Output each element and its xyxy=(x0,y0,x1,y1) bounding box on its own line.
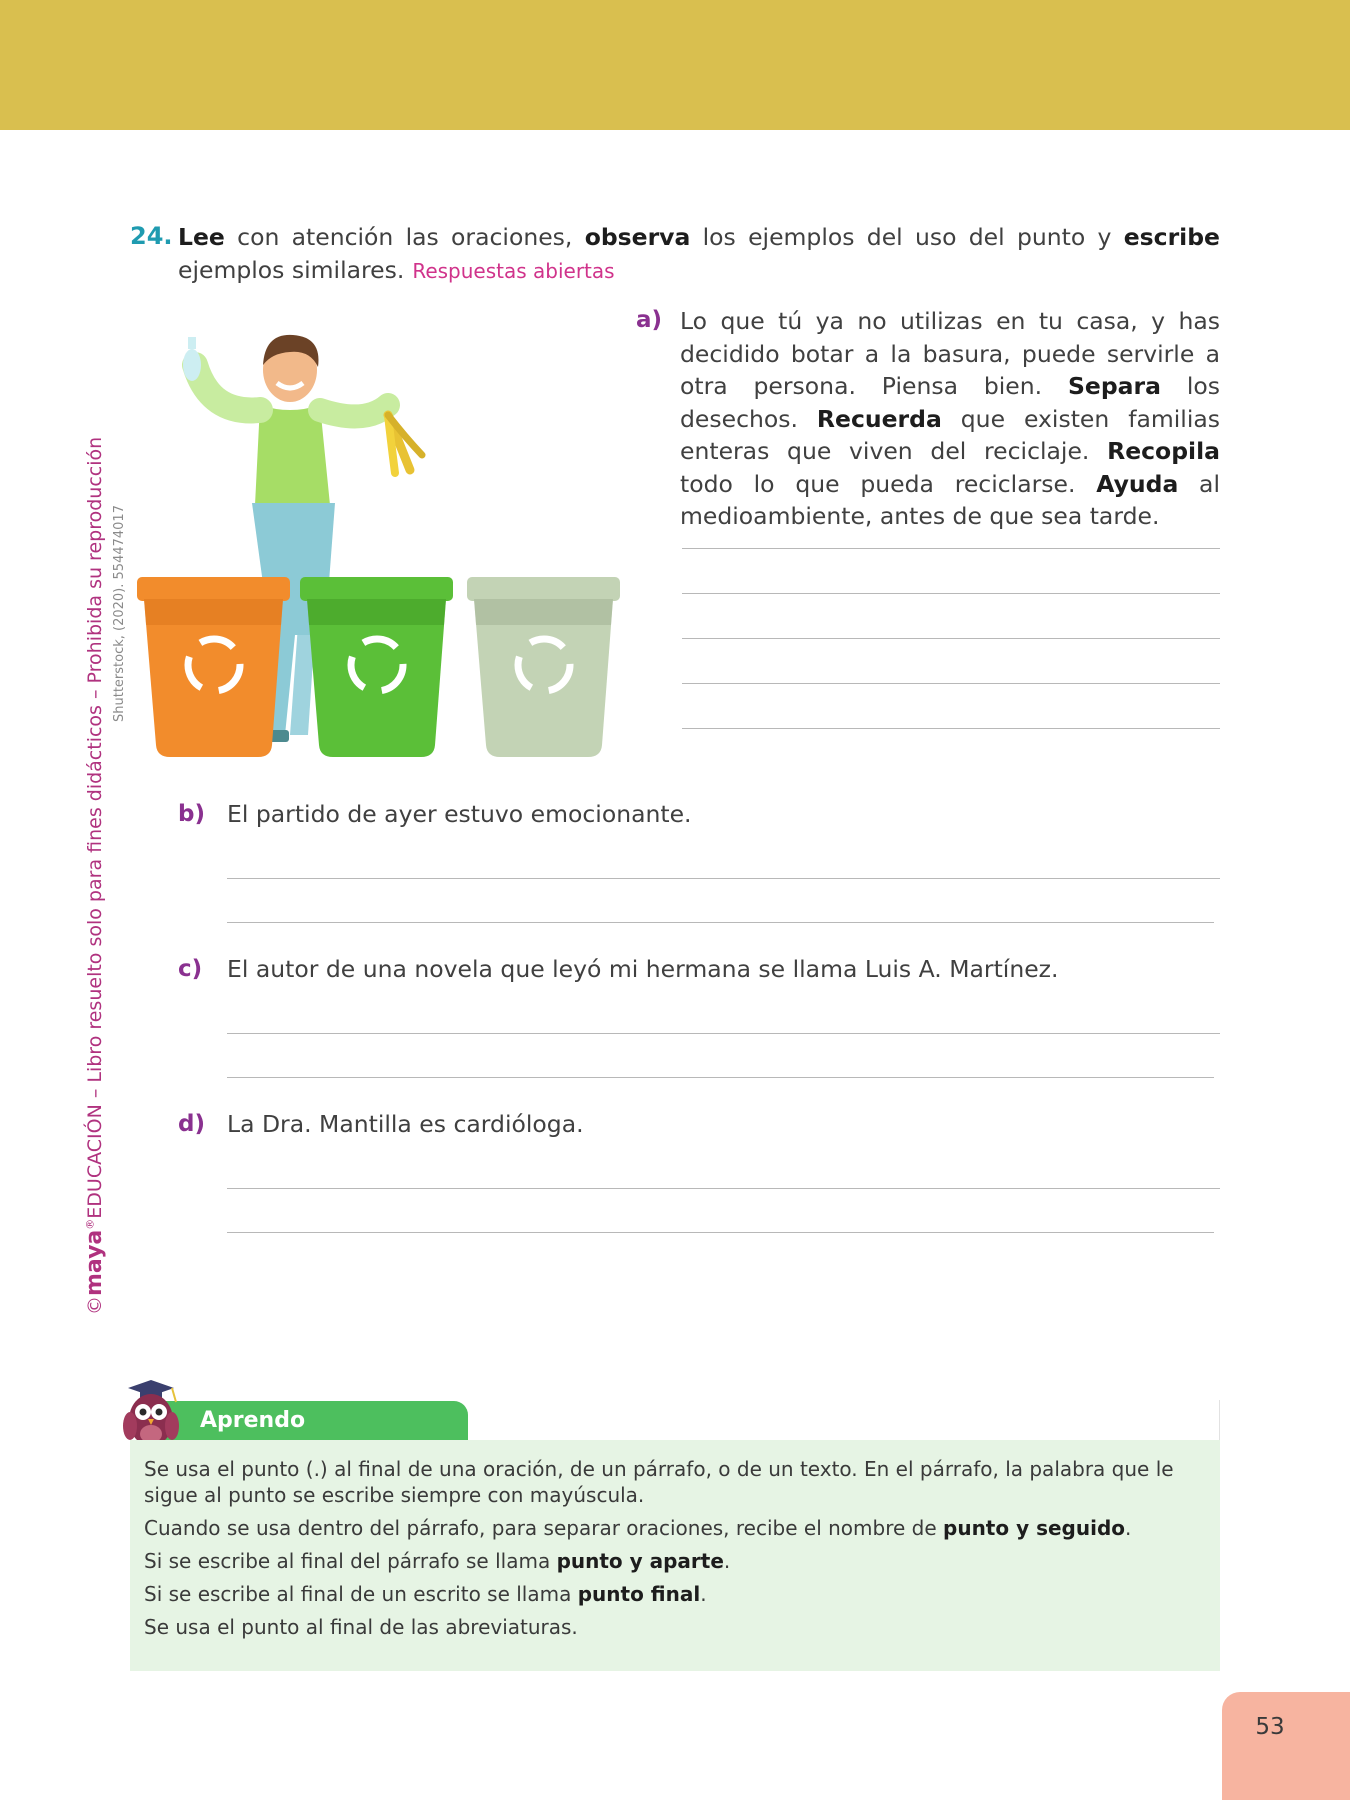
question-number: 24. xyxy=(130,222,173,250)
aprendo-box xyxy=(130,1440,1220,1671)
copyright-text: EDUCACIÓN – Libro resuelto solo para fines didácticos – Prohibida su reproducción xyxy=(84,436,106,1219)
item-a-segment: todo lo que pueda reciclarse. xyxy=(680,469,1097,498)
brand-logo-text: maya xyxy=(82,1229,107,1296)
answer-line[interactable] xyxy=(227,922,1214,923)
answer-line[interactable] xyxy=(227,1077,1214,1078)
answer-line[interactable] xyxy=(682,728,1220,729)
keyword-lee: Lee xyxy=(178,223,225,251)
green-recycle-bin xyxy=(300,577,453,757)
item-b-text: El partido de ayer estuvo emocionante. xyxy=(227,800,692,828)
instruction-text: con atención las oraciones, xyxy=(224,223,585,251)
item-a-segment: al medioambiente, antes de que sea tarde. xyxy=(680,469,1220,530)
aprendo-rule-2 xyxy=(144,1515,1208,1541)
owl-mascot-icon xyxy=(118,1378,184,1448)
answers-note: Respuestas abiertas xyxy=(412,259,615,283)
rule-text: . xyxy=(700,1582,707,1606)
rule-text: Si se escribe al final de un escrito se llama xyxy=(144,1582,578,1606)
aprendo-title: Aprendo xyxy=(160,1401,468,1441)
item-d-label: d) xyxy=(178,1111,205,1137)
rule-text: . xyxy=(723,1549,731,1573)
answer-line[interactable] xyxy=(682,638,1220,639)
keyword-separa: Separa xyxy=(1067,372,1161,400)
answer-line[interactable] xyxy=(227,1188,1220,1189)
page-number-tab xyxy=(1222,1692,1350,1800)
item-b-label: b) xyxy=(178,801,205,827)
keyword-escribe: escribe xyxy=(1123,223,1220,251)
term-punto-final: punto final xyxy=(577,1582,701,1606)
recycling-illustration xyxy=(130,325,630,765)
keyword-observa: observa xyxy=(584,223,691,251)
item-c-label: c) xyxy=(178,956,203,982)
aprendo-rule-5: Se usa el punto al final de las abreviaturas. xyxy=(144,1615,578,1639)
item-c-text: El autor de una novela que leyó mi hermana se llama Luis A. Martínez. xyxy=(227,955,1059,983)
image-credit: Shutterstock, (2020). 554474017 xyxy=(112,505,127,722)
keyword-recopila: Recopila xyxy=(1107,437,1220,465)
aprendo-rule-1: Se usa el punto (.) al final de una oración, de un párrafo, o de un texto. En el párrafo, la palabra que le sigue al punto se escribe siempre con mayúscula. xyxy=(144,1457,1174,1507)
keyword-recuerda: Recuerda xyxy=(816,404,942,433)
gray-recycle-bin xyxy=(467,577,620,757)
orange-recycle-bin xyxy=(137,577,290,757)
aprendo-rule-4 xyxy=(144,1581,1208,1607)
page-number: 53 xyxy=(1255,1714,1285,1740)
registered-mark: ® xyxy=(83,1218,97,1230)
side-copyright-credit xyxy=(82,436,107,1315)
item-d-text: La Dra. Mantilla es cardióloga. xyxy=(227,1110,584,1138)
answer-line[interactable] xyxy=(227,1033,1220,1034)
aprendo-edge xyxy=(1219,1400,1220,1440)
item-a-segment: Lo que tú ya no utilizas en tu casa, y has decidido botar a la basura, puede servirle a otra persona. Piensa bien. xyxy=(680,307,1220,400)
aprendo-rule-3 xyxy=(144,1548,1208,1574)
answer-line[interactable] xyxy=(682,548,1220,549)
instruction-text: ejemplos similares. xyxy=(178,256,405,284)
question-instructions xyxy=(178,221,1220,288)
header-band xyxy=(0,0,1350,130)
item-a-segment: que existen familias enteras que viven del reciclaje. xyxy=(680,404,1220,465)
term-punto-y-aparte: punto y aparte xyxy=(556,1549,724,1573)
answer-line[interactable] xyxy=(682,683,1220,684)
answer-line[interactable] xyxy=(227,1232,1214,1233)
copyright-symbol: © xyxy=(84,1296,106,1315)
item-a-text xyxy=(680,305,1220,533)
item-a-label: a) xyxy=(636,307,663,333)
keyword-ayuda: Ayuda xyxy=(1096,469,1179,498)
rule-text: Si se escribe al final del párrafo se llama xyxy=(144,1549,557,1573)
item-a-segment: los desechos. xyxy=(680,372,1220,433)
rule-text: Cuando se usa dentro del párrafo, para separar oraciones, recibe el nombre de xyxy=(144,1516,944,1540)
answer-line[interactable] xyxy=(682,593,1220,594)
answer-line[interactable] xyxy=(227,878,1220,879)
rule-text: . xyxy=(1125,1516,1132,1540)
instruction-text: los ejemplos del uso del punto y xyxy=(690,223,1124,251)
term-punto-y-seguido: punto y seguido xyxy=(943,1516,1126,1540)
